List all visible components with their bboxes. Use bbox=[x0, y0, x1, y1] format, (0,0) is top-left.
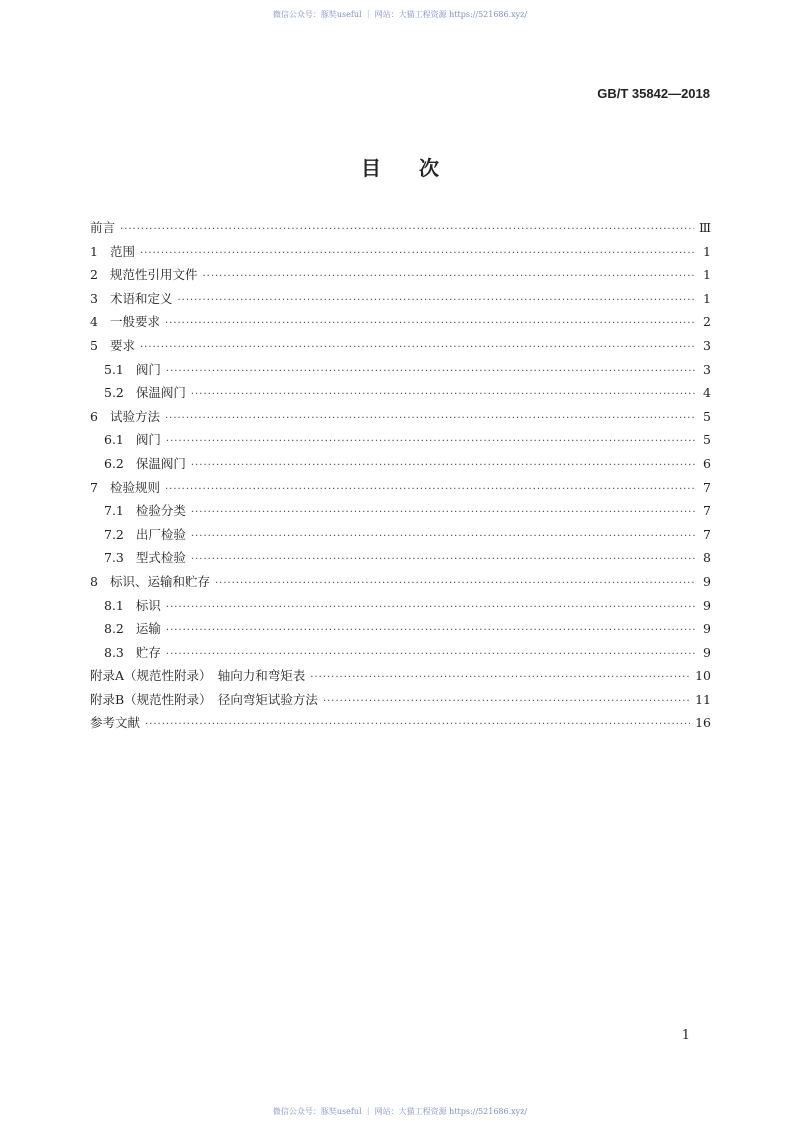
leader-dots bbox=[165, 318, 696, 329]
toc-entry-page: 9 bbox=[703, 644, 711, 660]
toc-entry-label: 规范性引用文件 bbox=[109, 267, 198, 283]
toc-entry-label: 附录B（规范性附录） 径向弯矩试验方法 bbox=[90, 691, 318, 707]
toc-entry-label: 附录A（规范性附录） 轴向力和弯矩表 bbox=[90, 668, 306, 684]
toc-entry-label: 检验分类 bbox=[135, 503, 186, 519]
toc-entry-page: 8 bbox=[703, 550, 711, 566]
toc-entry-number: 7.1 bbox=[104, 503, 124, 519]
toc-entry[interactable] bbox=[90, 336, 711, 360]
toc-entry[interactable] bbox=[90, 596, 711, 620]
leader-dots bbox=[145, 719, 690, 730]
leader-dots bbox=[166, 436, 696, 447]
toc-entry[interactable] bbox=[90, 454, 711, 478]
leader-dots bbox=[166, 625, 696, 636]
table-of-contents bbox=[90, 218, 711, 737]
leader-dots bbox=[191, 389, 696, 400]
toc-entry-page: 10 bbox=[695, 668, 711, 684]
toc-entry-number: 5.2 bbox=[104, 385, 124, 401]
toc-entry-label: 阀门 bbox=[135, 432, 161, 448]
toc-entry-page: 5 bbox=[703, 408, 711, 424]
toc-entry[interactable] bbox=[90, 690, 711, 714]
toc-entry-label: 标识 bbox=[135, 597, 161, 613]
toc-entry-number: 8.2 bbox=[104, 621, 124, 637]
toc-entry[interactable] bbox=[90, 265, 711, 289]
toc-entry-page: 9 bbox=[703, 573, 711, 589]
toc-entry-page: Ⅲ bbox=[698, 220, 711, 235]
toc-entry-page: 4 bbox=[703, 385, 711, 401]
watermark-bottom: 微信公众号：豚奘useful ｜ 网站：大猫工程资源 https://521686.xyz/ bbox=[272, 1107, 528, 1116]
toc-entry[interactable] bbox=[90, 312, 711, 336]
toc-entry-label: 术语和定义 bbox=[109, 290, 173, 306]
toc-entry-number: 7.3 bbox=[104, 550, 124, 566]
leader-dots bbox=[191, 531, 696, 542]
toc-entry-label: 贮存 bbox=[135, 644, 161, 660]
leader-dots bbox=[323, 696, 690, 707]
leader-dots bbox=[166, 649, 696, 660]
toc-entry-page: 6 bbox=[703, 455, 711, 471]
toc-entry-number: 6.1 bbox=[104, 432, 124, 448]
toc-entry-page: 3 bbox=[703, 361, 711, 377]
toc-entry-label: 参考文献 bbox=[90, 715, 141, 731]
toc-entry[interactable] bbox=[90, 218, 711, 242]
watermark-top: 微信公众号：豚奘useful ｜ 网站：大猫工程资源 https://521686.xyz/ bbox=[272, 10, 528, 19]
toc-entry-label: 保温阀门 bbox=[135, 455, 186, 471]
toc-entry[interactable] bbox=[90, 548, 711, 572]
toc-entry-number: 1 bbox=[90, 243, 98, 259]
leader-dots bbox=[177, 295, 696, 306]
toc-entry-page: 2 bbox=[703, 314, 711, 330]
leader-dots bbox=[140, 248, 696, 259]
toc-entry-page: 1 bbox=[703, 267, 711, 283]
toc-entry-label: 保温阀门 bbox=[135, 385, 186, 401]
leader-dots bbox=[120, 224, 694, 235]
leader-dots bbox=[165, 413, 696, 424]
toc-entry-number: 8.1 bbox=[104, 597, 124, 613]
leader-dots bbox=[165, 484, 696, 495]
leader-dots bbox=[140, 342, 696, 353]
leader-dots bbox=[166, 602, 696, 613]
leader-dots bbox=[310, 672, 690, 683]
toc-entry-page: 9 bbox=[703, 597, 711, 613]
toc-entry-number: 7.2 bbox=[104, 526, 124, 542]
toc-entry-page: 16 bbox=[695, 715, 711, 731]
toc-entry-page: 7 bbox=[703, 526, 711, 542]
toc-entry[interactable] bbox=[90, 242, 711, 266]
toc-entry-label: 阀门 bbox=[135, 361, 161, 377]
toc-entry-label: 型式检验 bbox=[135, 550, 186, 566]
toc-entry[interactable] bbox=[90, 525, 711, 549]
toc-entry-number: 2 bbox=[90, 267, 98, 283]
toc-entry[interactable] bbox=[90, 383, 711, 407]
toc-entry-page: 7 bbox=[703, 503, 711, 519]
page-number: 1 bbox=[681, 1028, 690, 1043]
toc-entry[interactable] bbox=[90, 572, 711, 596]
leader-dots bbox=[202, 271, 696, 282]
leader-dots bbox=[215, 578, 696, 589]
toc-entry[interactable] bbox=[90, 666, 711, 690]
toc-entry-page: 3 bbox=[703, 337, 711, 353]
page-title: 目次 bbox=[361, 156, 477, 180]
toc-entry-label: 运输 bbox=[135, 621, 161, 637]
toc-entry-label: 一般要求 bbox=[109, 314, 160, 330]
toc-entry-label: 试验方法 bbox=[109, 408, 160, 424]
toc-entry-label: 范围 bbox=[109, 243, 135, 259]
toc-entry-number: 6.2 bbox=[104, 455, 124, 471]
toc-entry-label: 出厂检验 bbox=[135, 526, 186, 542]
toc-entry-number: 4 bbox=[90, 314, 98, 330]
toc-entry-number: 5.1 bbox=[104, 361, 124, 377]
toc-entry[interactable] bbox=[90, 619, 711, 643]
leader-dots bbox=[191, 507, 696, 518]
toc-entry-number: 8.3 bbox=[104, 644, 124, 660]
leader-dots bbox=[191, 554, 696, 565]
toc-entry-label: 要求 bbox=[109, 337, 135, 353]
toc-entry-page: 11 bbox=[695, 691, 711, 707]
toc-entry-number: 7 bbox=[90, 479, 98, 495]
toc-entry-page: 1 bbox=[703, 290, 711, 306]
leader-dots bbox=[191, 460, 696, 471]
toc-entry[interactable] bbox=[90, 360, 711, 384]
toc-entry[interactable] bbox=[90, 643, 711, 667]
toc-entry-page: 5 bbox=[703, 432, 711, 448]
toc-entry-label: 检验规则 bbox=[109, 479, 160, 495]
toc-entry-number: 6 bbox=[90, 408, 98, 424]
toc-entry-number: 3 bbox=[90, 290, 98, 306]
toc-entry-page: 9 bbox=[703, 621, 711, 637]
toc-entry-page: 7 bbox=[703, 479, 711, 495]
toc-entry-page: 1 bbox=[703, 243, 711, 259]
toc-entry[interactable] bbox=[90, 713, 711, 737]
toc-entry[interactable] bbox=[90, 478, 711, 502]
leader-dots bbox=[166, 366, 696, 377]
toc-entry[interactable] bbox=[90, 407, 711, 431]
toc-entry[interactable] bbox=[90, 430, 711, 454]
toc-entry[interactable] bbox=[90, 289, 711, 313]
toc-entry-number: 8 bbox=[90, 573, 98, 589]
toc-entry-label: 标识、运输和贮存 bbox=[109, 573, 210, 589]
toc-entry-number: 5 bbox=[90, 337, 98, 353]
toc-entry[interactable] bbox=[90, 501, 711, 525]
toc-entry-label: 前言 bbox=[90, 220, 116, 235]
standard-number: GB/T 35842—2018 bbox=[597, 86, 710, 101]
